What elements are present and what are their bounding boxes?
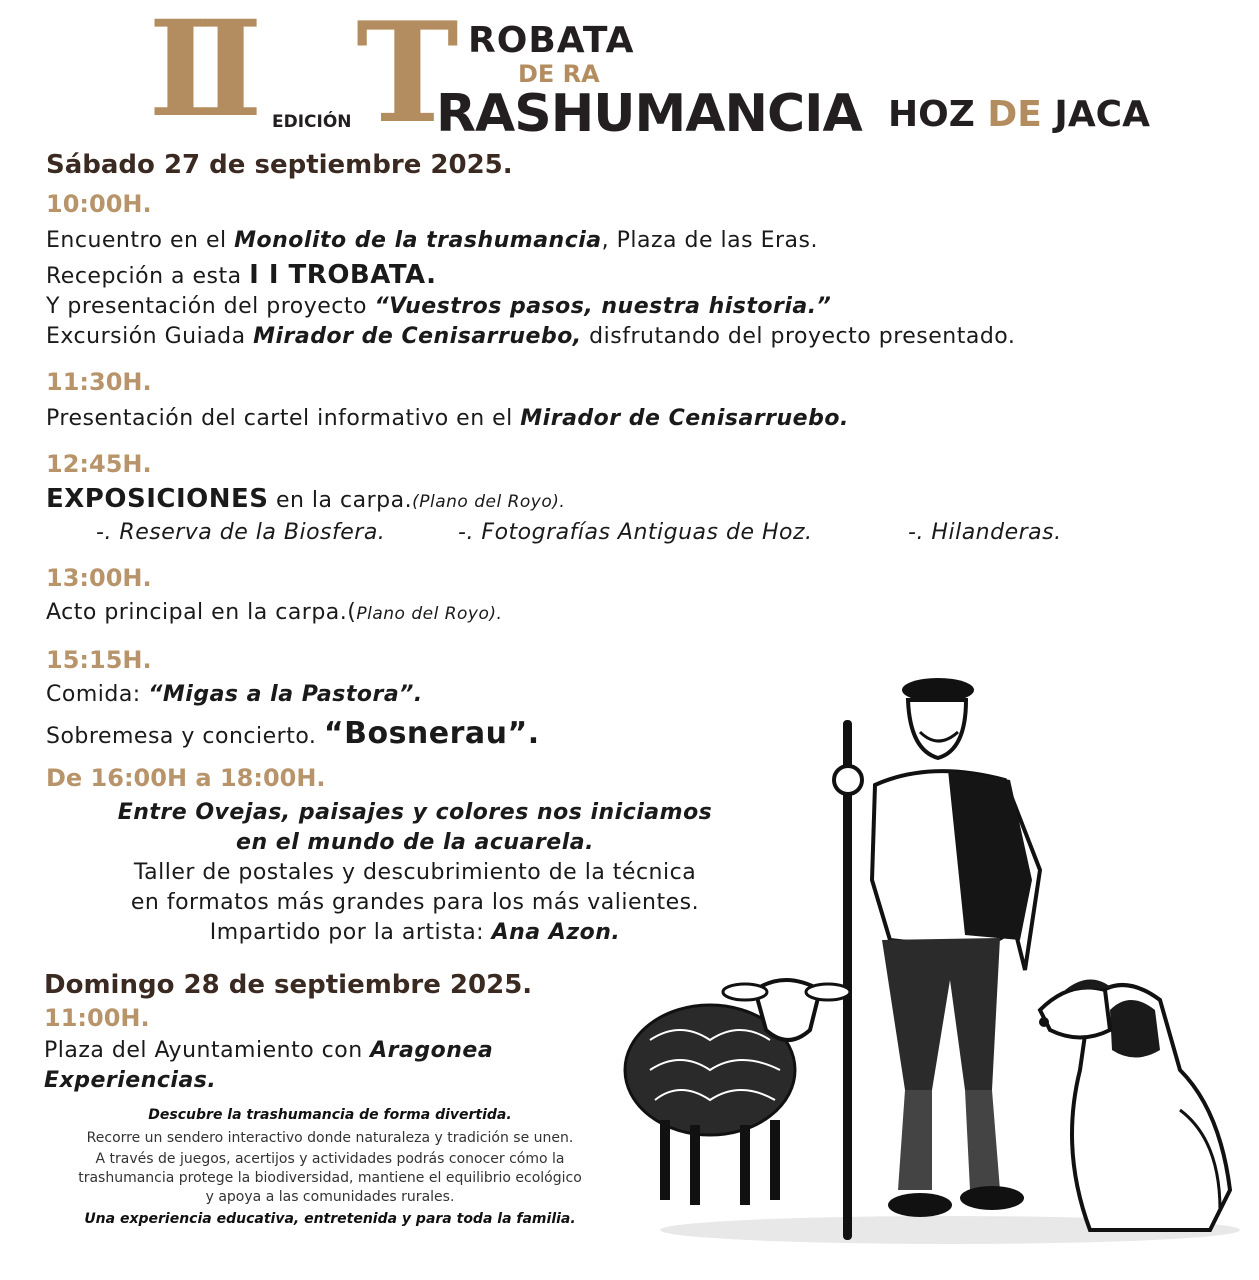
edition-label: EDICIÓN — [272, 112, 352, 132]
title-rashumancia: RASHUMANCIA — [436, 84, 862, 144]
place-name: Mirador de Cenisarruebo, — [253, 324, 582, 349]
location-de: DE — [987, 94, 1042, 135]
staff — [843, 720, 852, 1240]
time-1245: 12:45H. — [46, 450, 152, 478]
event-line — [46, 228, 818, 253]
text: disfrutando del proyecto presentado. — [581, 324, 1016, 349]
event-line — [46, 716, 540, 751]
workshop-text: en formatos más grandes para los más valientes. — [130, 890, 700, 915]
text: Excursión Guiada — [46, 324, 254, 349]
exhibition-item: -. Hilanderas. — [908, 520, 1062, 545]
exhibitions-heading: EXPOSICIONES — [46, 484, 269, 514]
text: Recepción a esta — [46, 264, 250, 289]
text: Acto principal en la carpa.( — [46, 600, 357, 625]
event-line — [46, 406, 849, 431]
time-1300: 13:00H. — [46, 564, 152, 592]
note-line: Recorre un sendero interactivo donde naturaleza y tradición se unen. — [86, 1130, 574, 1146]
place-name: Mirador de Cenisarruebo. — [520, 406, 849, 431]
title-de-ra: DE RA — [518, 60, 600, 88]
text: Sobremesa y concierto. — [46, 724, 324, 749]
title-initial-letter: T — [356, 0, 459, 154]
artist-name: Ana Azon. — [491, 920, 621, 945]
event-line — [46, 682, 423, 707]
sunday-title: Domingo 28 de septiembre 2025. — [44, 970, 533, 1000]
event-line — [46, 324, 1015, 349]
edition-roman-numeral: II — [148, 0, 249, 147]
sunday-notes — [30, 1104, 630, 1231]
location-note: (Plano del Royo). — [412, 492, 566, 512]
text: en la carpa. — [268, 488, 413, 513]
note-line: trashumancia protege la biodiversidad, mantiene el equilibrio ecológico — [78, 1170, 582, 1186]
location-note: Plano del Royo). — [356, 604, 503, 624]
text: Plaza del Ayuntamiento con — [44, 1038, 371, 1063]
exhibition-item: -. Fotografías Antiguas de Hoz. — [458, 520, 813, 545]
saturday-title: Sábado 27 de septiembre 2025. — [46, 150, 513, 180]
shepherd-illustration — [620, 670, 1250, 1260]
text: Impartido por la artista: — [209, 920, 492, 945]
workshop-text: Taller de postales y descubrimiento de la técnica — [133, 860, 697, 885]
text: Y presentación del proyecto — [46, 294, 375, 319]
band-name: “Bosnerau”. — [323, 716, 540, 751]
event-line — [46, 294, 831, 319]
meal-name: “Migas a la Pastora”. — [148, 682, 423, 707]
event-line — [46, 484, 565, 514]
time-1600: De 16:00H a 18:00H. — [46, 764, 326, 792]
note-line: Una experiencia educativa, entretenida y para toda la familia. — [84, 1211, 576, 1227]
text: Comida: — [46, 682, 149, 707]
title-robata: ROBATA — [468, 20, 635, 61]
event-name: I I TROBATA. — [249, 260, 437, 290]
title-location — [888, 94, 1150, 135]
event-line — [46, 600, 502, 625]
time-1130: 11:30H. — [46, 368, 152, 396]
location-hoz: HOZ — [888, 94, 975, 135]
company-name: Aragonea — [370, 1038, 494, 1063]
workshop-title: Entre Ovejas, paisajes y colores nos iniciamos — [117, 800, 713, 825]
place-name: Monolito de la trashumancia — [234, 228, 602, 253]
workshop-title: en el mundo de la acuarela. — [236, 830, 594, 855]
time-1000: 10:00H. — [46, 190, 152, 218]
note-line: Descubre la trashumancia de forma divertida. — [148, 1107, 512, 1123]
exhibition-item: -. Reserva de la Biosfera. — [96, 520, 386, 545]
text: Presentación del cartel informativo en el — [46, 406, 521, 431]
shepherd — [834, 678, 1040, 1217]
text: Encuentro en el — [46, 228, 235, 253]
project-name: “Vuestros pasos, nuestra historia.” — [374, 294, 832, 319]
event-line — [46, 260, 437, 290]
time-1515: 15:15H. — [46, 646, 152, 674]
dog — [1039, 979, 1230, 1230]
company-name: Experiencias. — [44, 1068, 217, 1093]
note-line: A través de juegos, acertijos y actividades podrás conocer cómo la — [95, 1151, 565, 1167]
event-line — [44, 1038, 493, 1063]
note-line: y apoya a las comunidades rurales. — [205, 1189, 455, 1205]
sheep — [625, 980, 850, 1205]
time-1100: 11:00H. — [44, 1004, 150, 1032]
text: , Plaza de las Eras. — [601, 228, 818, 253]
location-jaca: JACA — [1054, 94, 1150, 135]
